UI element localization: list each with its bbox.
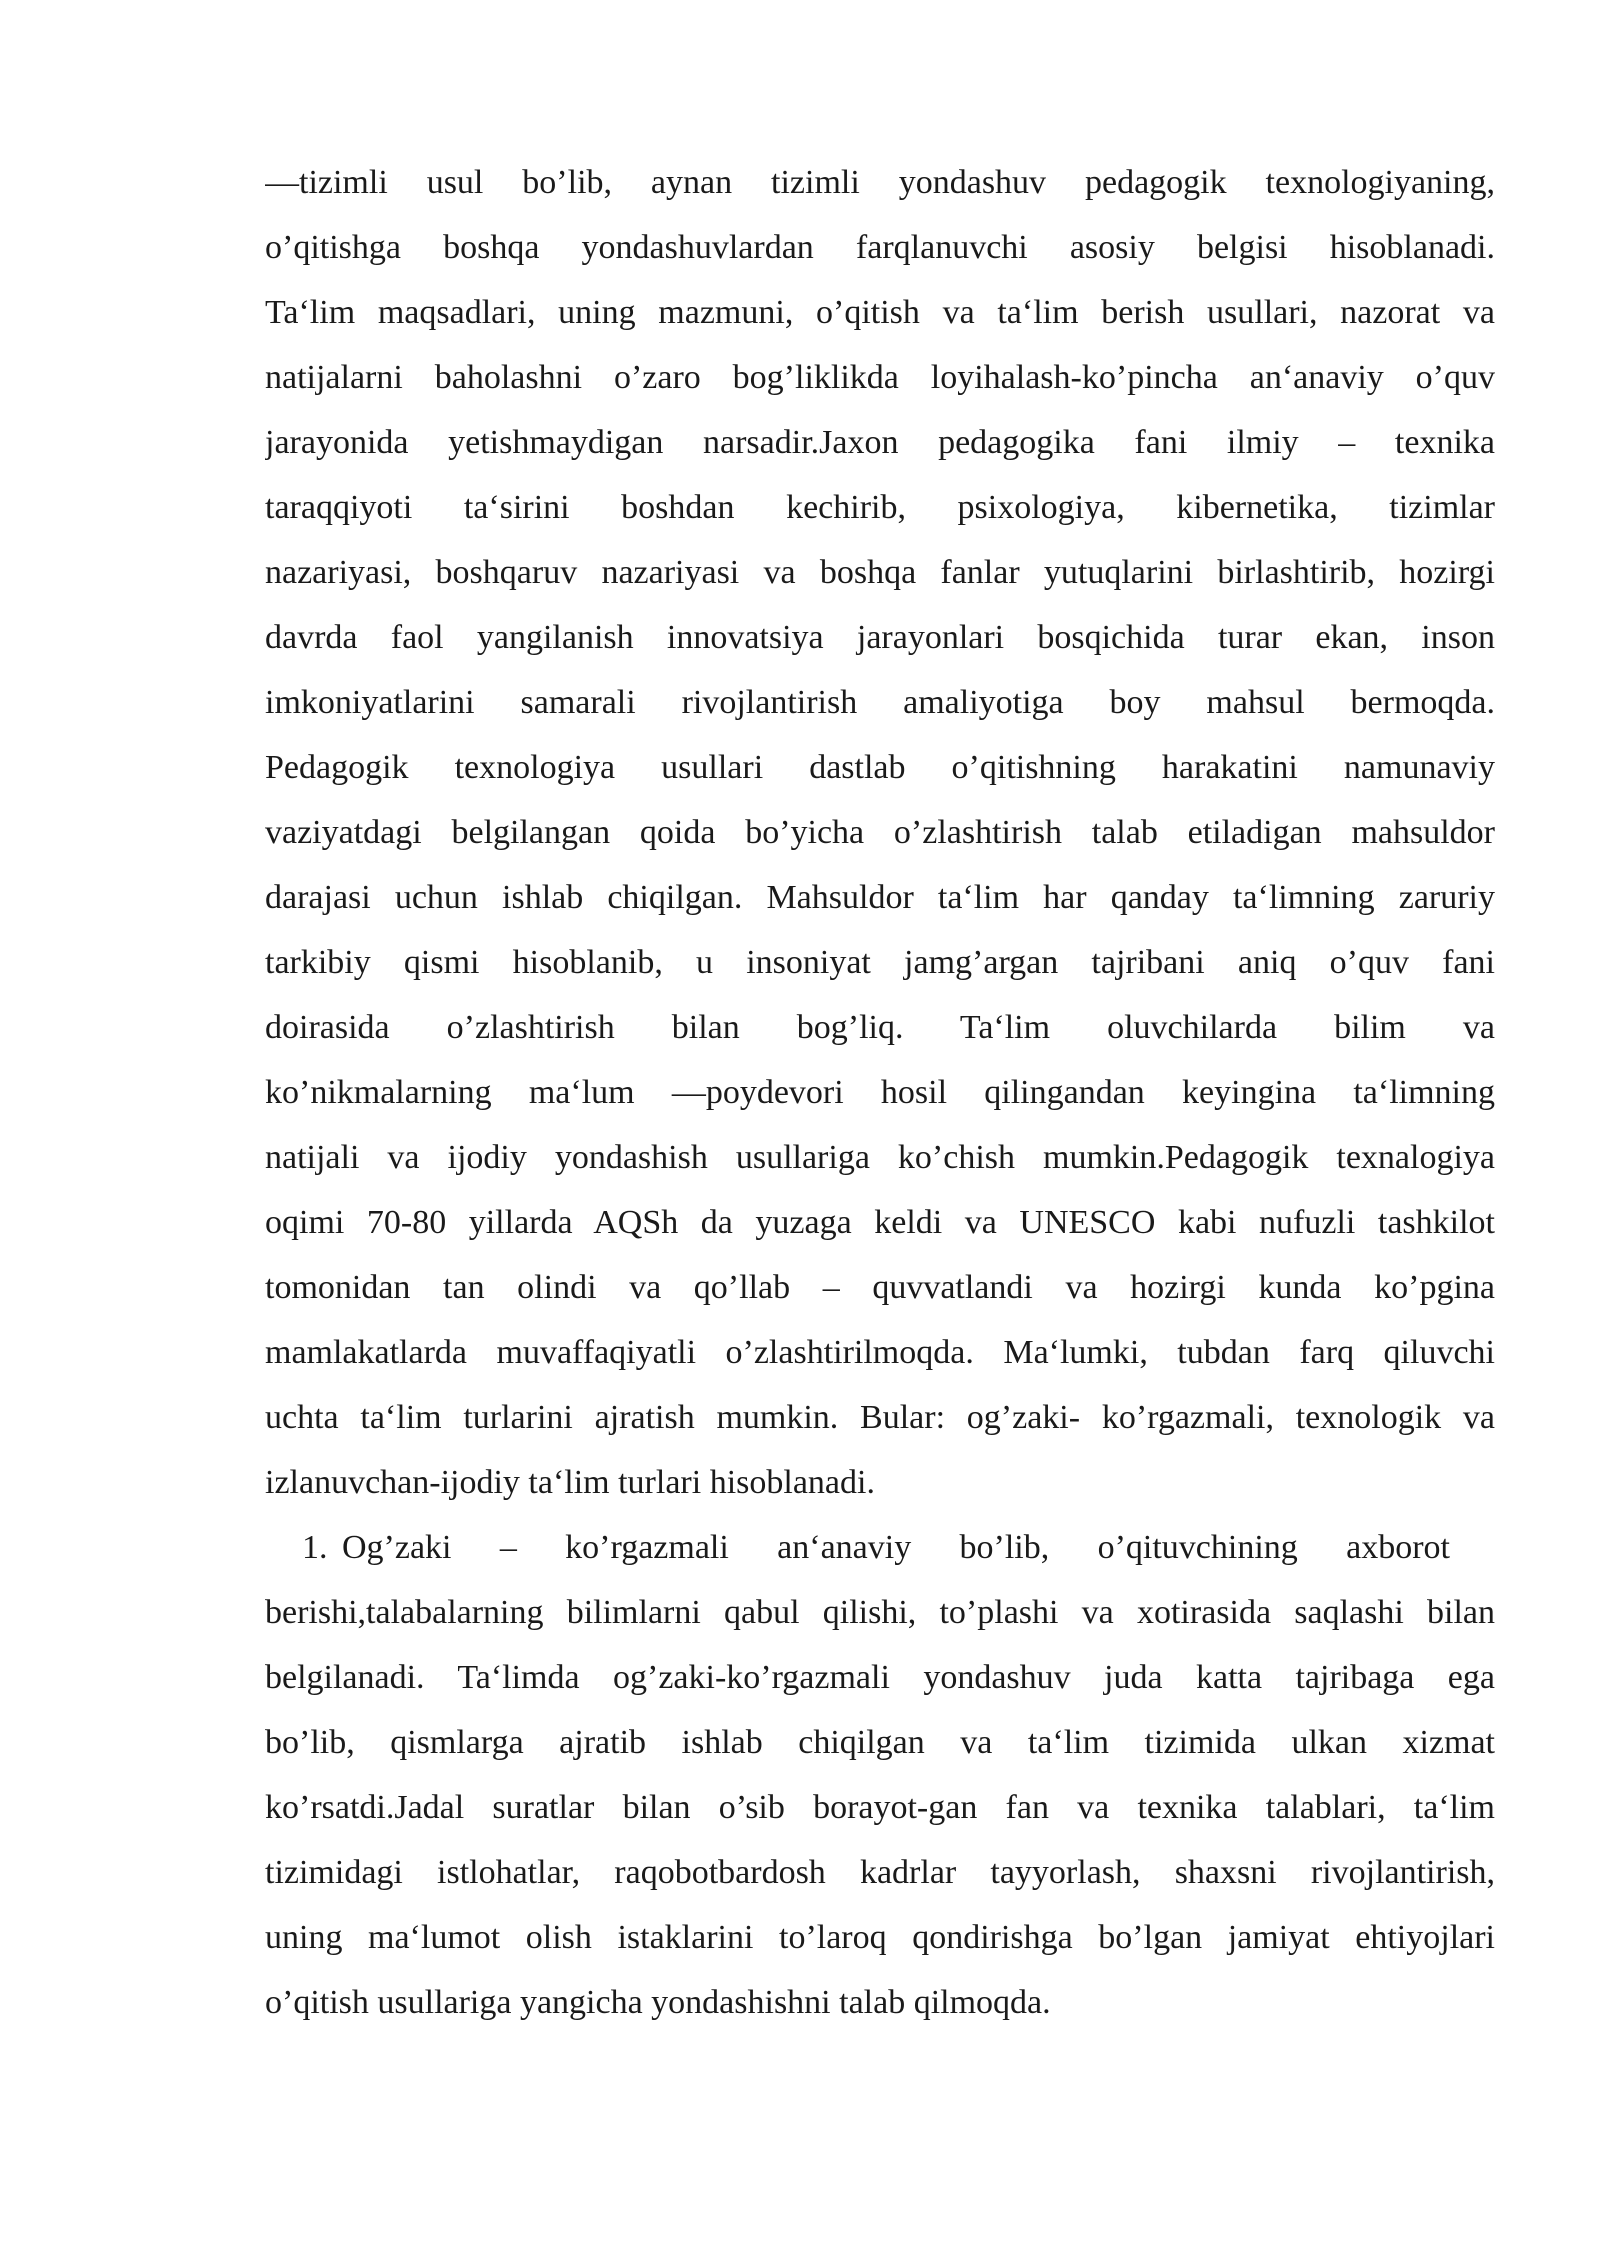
text-line: uning ma‘lumot olish istaklarini to’laroq qondirishga bo’lgan jamiyat ehtiyojlari: [265, 1919, 1495, 1956]
text-line: tizimidagi istlohatlar, raqobotbardosh kadrlar tayyorlash, shaxsni rivojlantirish,: [265, 1854, 1495, 1891]
text-line: berishi,talabalarning bilimlarni qabul qilishi, to’plashi va xotirasida saqlashi bilan: [265, 1594, 1495, 1631]
text-line: Pedagogik texnologiya usullari dastlab o’qitishning harakatini namunaviy: [265, 749, 1495, 786]
text-line: davrda faol yangilanish innovatsiya jarayonlari bosqichida turar ekan, inson: [265, 619, 1495, 656]
text-line: ko’nikmalarning ma‘lum —poydevori hosil qilingandan keyingina ta‘limning: [265, 1074, 1495, 1111]
list-number: 1.: [302, 1529, 328, 1566]
text-line: natijalarni baholashni o’zaro bog’liklikda loyihalash-ko’pincha an‘anaviy o’quv: [265, 359, 1495, 396]
text-line: imkoniyatlarini samarali rivojlantirish amaliyotiga boy mahsul bermoqda.: [265, 684, 1495, 721]
text-line: tomonidan tan olindi va qo’llab – quvvatlandi va hozirgi kunda ko’pgina: [265, 1269, 1495, 1306]
text-line: vaziyatdagi belgilangan qoida bo’yicha o’zlashtirish talab etiladigan mahsuldor: [265, 814, 1495, 851]
text-line: taraqqiyoti ta‘sirini boshdan kechirib, psixologiya, kibernetika, tizimlar: [265, 489, 1495, 526]
list-first-line: [265, 1515, 1450, 1580]
text-line: uchta ta‘lim turlarini ajratish mumkin. Bular: og’zaki- ko’rgazmali, texnologik va: [265, 1399, 1495, 1436]
text-line: darajasi uchun ishlab chiqilgan. Mahsuldor ta‘lim har qanday ta‘limning zaruriy: [265, 879, 1495, 916]
text-line: —tizimli usul bo’lib, aynan tizimli yondashuv pedagogik texnologiyaning,: [265, 164, 1495, 201]
list-item-text: Og’zaki – ko’rgazmali an‘anaviy bo’lib, o’qituvchining axborot: [342, 1529, 1450, 1566]
text-line: doirasida o’zlashtirish bilan bog’liq. Ta‘lim oluvchilarda bilim va: [265, 1009, 1495, 1046]
text-line: oqimi 70-80 yillarda AQSh da yuzaga keldi va UNESCO kabi nufuzli tashkilot: [265, 1204, 1495, 1241]
body-text: [265, 150, 1495, 2035]
text-line: bo’lib, qismlarga ajratib ishlab chiqilgan va ta‘lim tizimida ulkan xizmat: [265, 1724, 1495, 1761]
text-line: nazariyasi, boshqaruv nazariyasi va boshqa fanlar yutuqlarini birlashtirib, hozirgi: [265, 554, 1495, 591]
paragraph: [265, 150, 1495, 1515]
text-line: Ta‘lim maqsadlari, uning mazmuni, o’qitish va ta‘lim berish usullari, nazorat va: [265, 294, 1495, 331]
text-line: o’qitish usullariga yangicha yondashishni talab qilmoqda.: [265, 1984, 1051, 2021]
text-line: belgilanadi. Ta‘limda og’zaki-ko’rgazmali yondashuv juda katta tajribaga ega: [265, 1659, 1495, 1696]
text-line: o’qitishga boshqa yondashuvlardan farqlanuvchi asosiy belgisi hisoblanadi.: [265, 229, 1495, 266]
text-line: ko’rsatdi.Jadal suratlar bilan o’sib borayot-gan fan va texnika talablari, ta‘lim: [265, 1789, 1495, 1826]
text-line: mamlakatlarda muvaffaqiyatli o’zlashtirilmoqda. Ma‘lumki, tubdan farq qiluvchi: [265, 1334, 1495, 1371]
text-line: jarayonida yetishmaydigan narsadir.Jaxon pedagogika fani ilmiy – texnika: [265, 424, 1495, 461]
text-line: tarkibiy qismi hisoblanib, u insoniyat jamg’argan tajribani aniq o’quv fani: [265, 944, 1495, 981]
numbered-list-item: [265, 1515, 1495, 2035]
text-line: natijali va ijodiy yondashish usullariga ko’chish mumkin.Pedagogik texnalogiya: [265, 1139, 1495, 1176]
text-line: izlanuvchan-ijodiy ta‘lim turlari hisoblanadi.: [265, 1464, 875, 1501]
